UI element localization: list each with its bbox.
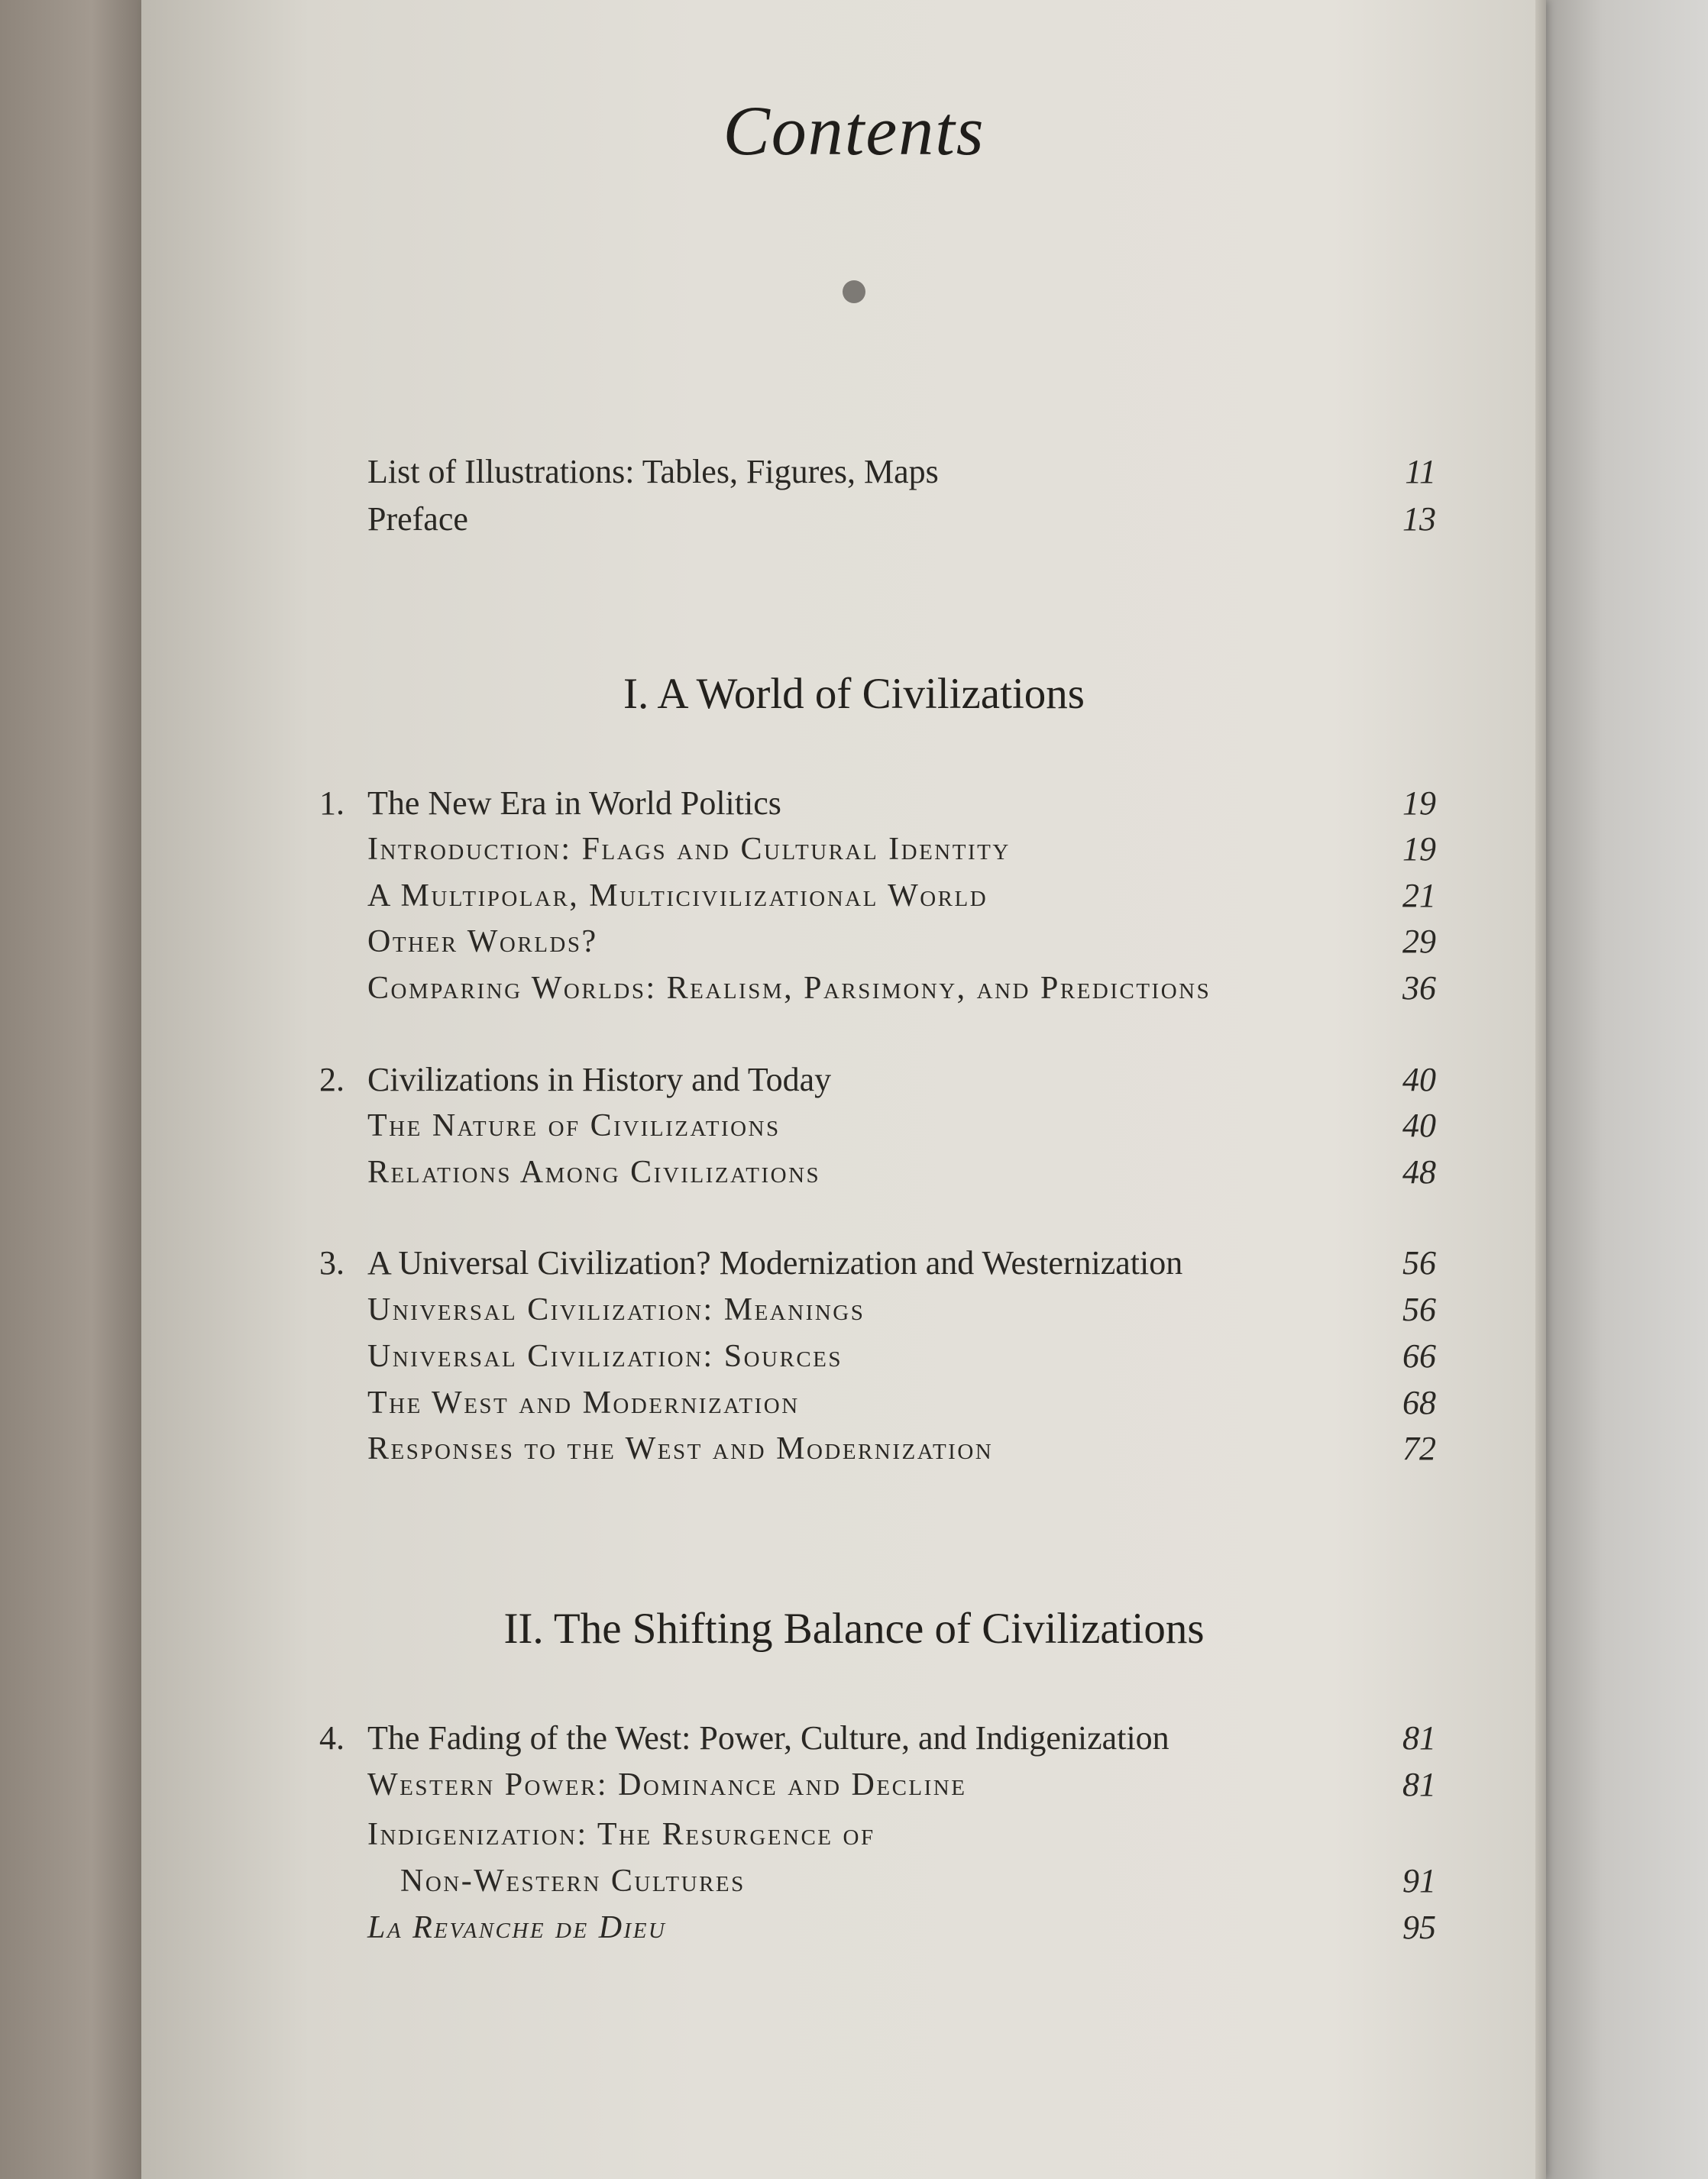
chapter-page: 19 — [1402, 784, 1436, 822]
section-page: 56 — [1402, 1291, 1436, 1328]
section-page: 81 — [1402, 1766, 1436, 1803]
section-entry — [0, 1380, 1708, 1426]
chapter-number: 1. — [319, 784, 345, 822]
chapter-label: Civilizations in History and Today — [367, 1061, 832, 1098]
chapter-number: 4. — [319, 1719, 345, 1757]
toc-entry — [0, 496, 1708, 542]
section-entry — [0, 1426, 1708, 1472]
section-label: A Multipolar, Multicivilizational World — [367, 878, 988, 913]
chapter-entry — [0, 1715, 1708, 1761]
section-label: Introduction: Flags and Cultural Identity — [367, 832, 1011, 867]
part-heading: I. A World of Civilizations — [623, 670, 1085, 718]
section-label: Responses to the West and Modernization — [367, 1431, 994, 1466]
chapter-label: The Fading of the West: Power, Culture, and Indigenization — [367, 1719, 1169, 1757]
section-page: 19 — [1402, 830, 1436, 868]
section-page: 91 — [1402, 1862, 1436, 1899]
part-heading: II. The Shifting Balance of Civilizations — [503, 1605, 1205, 1653]
section-label: The West and Modernization — [367, 1385, 800, 1421]
section-label: La Revanche de Dieu — [367, 1910, 667, 1945]
section-entry — [0, 1149, 1708, 1195]
section-page: 68 — [1402, 1384, 1436, 1421]
chapter-number: 2. — [319, 1061, 345, 1098]
chapter-label: The New Era in World Politics — [367, 784, 781, 822]
section-page: 72 — [1402, 1430, 1436, 1467]
section-entry — [0, 1762, 1708, 1808]
section-label: Indigenization: The Resurgence of — [367, 1817, 875, 1852]
section-entry — [0, 1812, 1708, 1857]
section-page: 40 — [1402, 1107, 1436, 1144]
chapter-number: 3. — [319, 1244, 345, 1282]
chapter-page: 40 — [1402, 1061, 1436, 1098]
page-title: Contents — [723, 92, 985, 170]
chapter-entry — [0, 781, 1708, 826]
section-label: Non-Western Cultures — [400, 1864, 746, 1899]
chapter-label: A Universal Civilization? Modernization and Westernization — [367, 1244, 1183, 1282]
section-entry — [0, 1103, 1708, 1149]
section-entry — [0, 965, 1708, 1011]
section-entry — [0, 873, 1708, 919]
section-page: 29 — [1402, 923, 1436, 960]
section-page: 21 — [1402, 877, 1436, 914]
section-entry — [0, 1905, 1708, 1951]
toc-entry — [0, 449, 1708, 495]
chapter-entry — [0, 1057, 1708, 1103]
section-page: 95 — [1402, 1909, 1436, 1946]
toc-entry-label: Preface — [367, 500, 468, 538]
section-page: 66 — [1402, 1337, 1436, 1375]
section-entry — [0, 919, 1708, 965]
section-label: Relations Among Civilizations — [367, 1155, 821, 1190]
section-page: 36 — [1402, 969, 1436, 1007]
chapter-page: 81 — [1402, 1719, 1436, 1757]
section-label: Universal Civilization: Meanings — [367, 1292, 865, 1327]
section-label: Western Power: Dominance and Decline — [367, 1767, 967, 1802]
section-entry — [0, 826, 1708, 872]
section-entry — [0, 1287, 1708, 1333]
section-label: Universal Civilization: Sources — [367, 1339, 843, 1374]
section-page: 48 — [1402, 1153, 1436, 1191]
section-label: Comparing Worlds: Realism, Parsimony, and Predictions — [367, 971, 1211, 1006]
chapter-page: 56 — [1402, 1244, 1436, 1282]
section-entry — [0, 1334, 1708, 1379]
toc-entry-page: 13 — [1402, 500, 1436, 538]
section-label: The Nature of Civilizations — [367, 1108, 781, 1143]
ornament-dot-icon — [843, 280, 865, 303]
chapter-entry — [0, 1240, 1708, 1286]
section-label: Other Worlds? — [367, 924, 598, 959]
section-entry — [0, 1858, 1708, 1904]
toc-entry-page: 11 — [1405, 453, 1436, 490]
toc-entry-label: List of Illustrations: Tables, Figures, Maps — [367, 453, 939, 490]
